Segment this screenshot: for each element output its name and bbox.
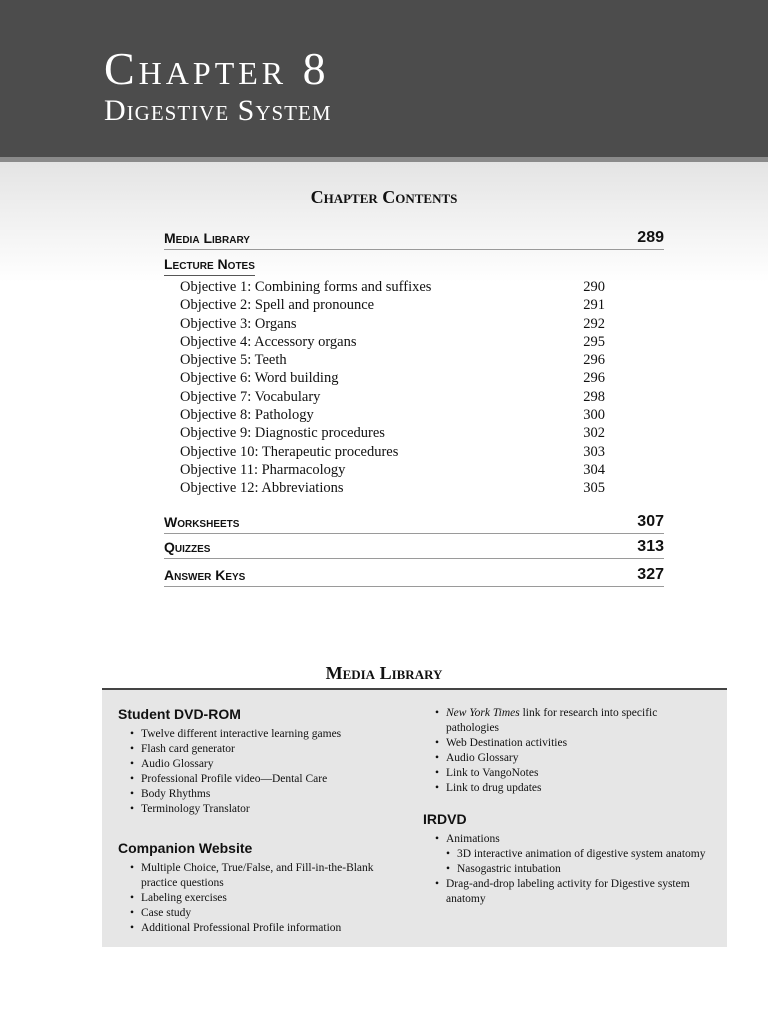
- list-item: • Professional Profile video—Dental Care: [130, 772, 398, 787]
- objective-item[interactable]: [180, 369, 605, 387]
- toc-answer-keys-label: Answer Keys: [164, 567, 246, 583]
- chapter-number: Chapter 8: [104, 43, 330, 94]
- list-item: • Web Destination activities: [435, 736, 710, 751]
- objective-page: 302: [583, 425, 605, 442]
- list-item: • Audio Glossary: [435, 751, 710, 766]
- objective-item[interactable]: [180, 296, 605, 314]
- list-item: • Flash card generator: [130, 742, 398, 757]
- toc-lecture-notes-label: Lecture Notes: [164, 254, 255, 276]
- list-item: • Multiple Choice, True/False, and Fill-in-the-Blank practice questions: [130, 861, 398, 891]
- objective-item[interactable]: [180, 333, 605, 351]
- objective-item[interactable]: [180, 278, 605, 296]
- toc-worksheets-label: Worksheets: [164, 514, 240, 530]
- media-library-heading: Media Library: [325, 663, 443, 683]
- objective-page: 290: [583, 279, 605, 295]
- objective-item[interactable]: [180, 406, 605, 424]
- objective-label: Objective 7: Vocabulary: [180, 388, 321, 405]
- irdvd-title: IRDVD: [423, 811, 467, 827]
- objective-item[interactable]: [180, 388, 605, 406]
- objective-page: 305: [583, 480, 605, 497]
- objective-item[interactable]: [180, 443, 605, 461]
- chapter-contents-heading: Chapter Contents: [310, 187, 458, 207]
- toc-answer-keys-page: 327: [637, 566, 664, 583]
- objective-label: Objective 12: Abbreviations: [180, 480, 344, 497]
- objective-item[interactable]: [180, 479, 605, 497]
- student-dvd-list: [130, 727, 398, 817]
- objective-label: Objective 10: Therapeutic procedures: [180, 443, 399, 460]
- companion-website-list: [130, 861, 398, 936]
- objective-label: Objective 2: Spell and pronounce: [180, 297, 375, 314]
- objective-page: 295: [583, 333, 605, 350]
- toc-media-library[interactable]: [164, 228, 664, 250]
- toc-media-library-label: Media Library: [164, 230, 250, 246]
- website-extras-list: [435, 706, 710, 796]
- list-item: • Body Rhythms: [130, 787, 398, 802]
- objective-item[interactable]: [180, 315, 605, 333]
- list-item: • Link to VangoNotes: [435, 766, 710, 781]
- student-dvd-title: Student DVD-ROM: [118, 706, 241, 722]
- toc-quizzes[interactable]: [164, 537, 664, 559]
- list-item: • Link to drug updates: [435, 781, 710, 796]
- objective-label: Objective 9: Diagnostic procedures: [180, 425, 385, 442]
- list-item: • Audio Glossary: [130, 757, 398, 772]
- objective-page: 300: [583, 407, 605, 424]
- objective-label: Objective 5: Teeth: [180, 352, 287, 369]
- media-right-column: [423, 706, 710, 907]
- companion-website-title: Companion Website: [118, 840, 253, 856]
- list-item: • Nasogastric intubation: [446, 862, 710, 877]
- toc-quizzes-page: 313: [637, 538, 664, 555]
- objective-page: 292: [583, 315, 605, 332]
- list-item: • Additional Professional Profile information: [130, 921, 398, 936]
- chapter-header-band: [0, 0, 768, 157]
- nyt-description: link for research into specific pathologies: [446, 707, 658, 734]
- objective-page: 298: [583, 388, 605, 405]
- toc-lecture-notes[interactable]: [164, 254, 664, 276]
- objectives-list: [180, 278, 605, 498]
- toc-quizzes-label: Quizzes: [164, 539, 211, 555]
- irdvd-list: [435, 832, 710, 907]
- list-item: • Case study: [130, 906, 398, 921]
- toc-media-library-page: 289: [637, 229, 664, 246]
- objective-page: 304: [583, 461, 605, 478]
- objective-label: Objective 3: Organs: [180, 315, 297, 332]
- list-item: [435, 706, 710, 736]
- objective-label: Objective 11: Pharmacology: [180, 461, 346, 478]
- objective-page: 296: [583, 370, 605, 387]
- objective-page: 296: [583, 352, 605, 369]
- objective-label: Objective 4: Accessory organs: [180, 333, 357, 350]
- list-item: • 3D interactive animation of digestive system anatomy: [446, 847, 710, 862]
- media-left-column: [118, 705, 398, 936]
- objective-label: Objective 8: Pathology: [180, 407, 314, 424]
- list-item: • Labeling exercises: [130, 891, 398, 906]
- objective-item[interactable]: [180, 424, 605, 442]
- nyt-title: New York Times: [446, 707, 520, 719]
- list-item: • Animations: [435, 832, 710, 847]
- objective-item[interactable]: [180, 461, 605, 479]
- chapter-title: Digestive System: [104, 94, 332, 127]
- list-item: • Twelve different interactive learning games: [130, 727, 398, 742]
- objective-page: 303: [583, 443, 605, 460]
- toc-worksheets[interactable]: [164, 512, 664, 534]
- list-item: • Drag-and-drop labeling activity for Digestive system anatomy: [435, 877, 710, 907]
- toc-worksheets-page: 307: [637, 513, 664, 530]
- list-item: • Terminology Translator: [130, 802, 398, 817]
- toc-answer-keys[interactable]: [164, 565, 664, 587]
- objective-item[interactable]: [180, 351, 605, 369]
- objective-label: Objective 1: Combining forms and suffixes: [180, 279, 432, 295]
- objective-page: 291: [583, 297, 605, 314]
- media-library-box: [102, 688, 727, 947]
- objective-label: Objective 6: Word building: [180, 370, 339, 387]
